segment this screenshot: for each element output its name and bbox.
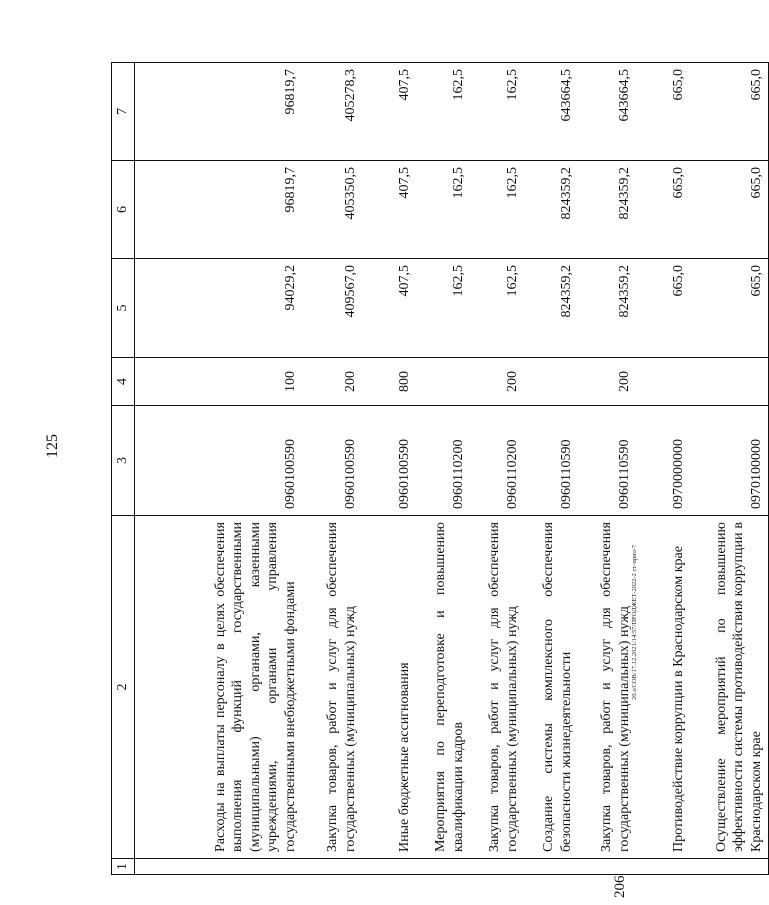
table-row bbox=[524, 63, 578, 875]
table-row bbox=[690, 63, 769, 875]
amount-col6: 665,0 bbox=[636, 161, 690, 259]
document-stamp-note: 20.з/СОВ/17.12.2021/14:57/ПРОДЖЕТ-2022-2 ст-прил-7 bbox=[631, 544, 638, 700]
amount-col5: 409567,0 bbox=[302, 259, 362, 358]
item-name: Закупка товаров, работ и услуг для обеспечения государственных (муниципальных) нужд bbox=[302, 516, 362, 859]
amount-col5: 162,5 bbox=[416, 259, 470, 358]
target-code: 0970000000 bbox=[636, 406, 690, 516]
header-cell: 6 bbox=[112, 161, 135, 259]
amount-col6: 162,5 bbox=[470, 161, 524, 259]
item-name: Расходы на выплаты персоналу в целях обеспечения выполнения функций государственными (муниципальными) органами, казенными учреждениями, органами управления государственными внебюджетными фондами bbox=[135, 516, 303, 859]
table-row bbox=[302, 63, 362, 875]
amount-col5: 665,0 bbox=[636, 259, 690, 358]
row-index-cell bbox=[470, 859, 524, 875]
header-cell: 3 bbox=[112, 406, 135, 516]
expense-type bbox=[636, 358, 690, 406]
amount-col5: 824359,2 bbox=[524, 259, 578, 358]
item-name: Мероприятия по переподготовке и повышению квалификации кадров bbox=[416, 516, 470, 859]
target-code: 0960110590 bbox=[578, 406, 636, 516]
amount-col7: 405278,3 bbox=[302, 63, 362, 161]
page-number-top: 125 bbox=[44, 434, 61, 458]
amount-col7: 96819,7 bbox=[135, 63, 303, 161]
row-index-cell bbox=[690, 859, 769, 875]
item-name: Иные бюджетные ассигнования bbox=[362, 516, 416, 859]
amount-col7: 665,0 bbox=[636, 63, 690, 161]
table-row bbox=[135, 63, 303, 875]
amount-col6: 824359,2 bbox=[524, 161, 578, 259]
page-number-bottom: 206 bbox=[612, 875, 628, 898]
row-index-cell bbox=[636, 859, 690, 875]
table-header-row bbox=[112, 63, 135, 875]
expense-type: 200 bbox=[470, 358, 524, 406]
header-cell: 7 bbox=[112, 63, 135, 161]
expense-type: 100 bbox=[135, 358, 303, 406]
amount-col7: 643664,5 bbox=[578, 63, 636, 161]
amount-col6: 665,0 bbox=[690, 161, 769, 259]
header-cell: 5 bbox=[112, 259, 135, 358]
target-code: 0960110200 bbox=[416, 406, 470, 516]
expense-type bbox=[690, 358, 769, 406]
amount-col7: 407,5 bbox=[362, 63, 416, 161]
budget-table bbox=[111, 62, 769, 875]
item-name: Закупка товаров, работ и услуг для обеспечения государственных (муниципальных) нужд bbox=[470, 516, 524, 859]
table-row bbox=[470, 63, 524, 875]
expense-type bbox=[416, 358, 470, 406]
row-index-cell bbox=[578, 859, 636, 875]
row-index-cell bbox=[302, 859, 362, 875]
amount-col5: 162,5 bbox=[470, 259, 524, 358]
amount-col5: 824359,2 bbox=[578, 259, 636, 358]
amount-col6: 407,5 bbox=[362, 161, 416, 259]
row-index-cell bbox=[524, 859, 578, 875]
row-index-cell bbox=[416, 859, 470, 875]
amount-col5: 407,5 bbox=[362, 259, 416, 358]
amount-col6: 162,5 bbox=[416, 161, 470, 259]
amount-col5: 665,0 bbox=[690, 259, 769, 358]
table-row bbox=[416, 63, 470, 875]
expense-type: 200 bbox=[578, 358, 636, 406]
item-name: Осуществление мероприятий по повышению эффективности системы противодействия коррупции в Краснодарском крае bbox=[690, 516, 769, 859]
expense-type bbox=[524, 358, 578, 406]
target-code: 0960100590 bbox=[135, 406, 303, 516]
table-row bbox=[636, 63, 690, 875]
amount-col7: 643664,5 bbox=[524, 63, 578, 161]
target-code: 0970100000 bbox=[690, 406, 769, 516]
amount-col6: 405350,5 bbox=[302, 161, 362, 259]
amount-col7: 162,5 bbox=[416, 63, 470, 161]
row-index-cell bbox=[362, 859, 416, 875]
item-name: Создание системы комплексного обеспечения безопасности жизнедеятельности bbox=[524, 516, 578, 859]
header-cell: 1 bbox=[112, 859, 135, 875]
target-code: 0960100590 bbox=[302, 406, 362, 516]
amount-col7: 162,5 bbox=[470, 63, 524, 161]
amount-col5: 94029,2 bbox=[135, 259, 303, 358]
amount-col6: 96819,7 bbox=[135, 161, 303, 259]
target-code: 0960110590 bbox=[524, 406, 578, 516]
target-code: 0960100590 bbox=[362, 406, 416, 516]
table-row bbox=[578, 63, 636, 875]
amount-col7: 665,0 bbox=[690, 63, 769, 161]
expense-type: 800 bbox=[362, 358, 416, 406]
amount-col6: 824359,2 bbox=[578, 161, 636, 259]
target-code: 0960110200 bbox=[470, 406, 524, 516]
row-index-cell bbox=[135, 859, 303, 875]
header-cell: 4 bbox=[112, 358, 135, 406]
header-cell: 2 bbox=[112, 516, 135, 859]
expense-type: 200 bbox=[302, 358, 362, 406]
table-row bbox=[362, 63, 416, 875]
item-name: Противодействие коррупции в Краснодарском крае bbox=[636, 516, 690, 859]
item-name: Закупка товаров, работ и услуг для обеспечения государственных (муниципальных) нужд bbox=[578, 516, 636, 859]
